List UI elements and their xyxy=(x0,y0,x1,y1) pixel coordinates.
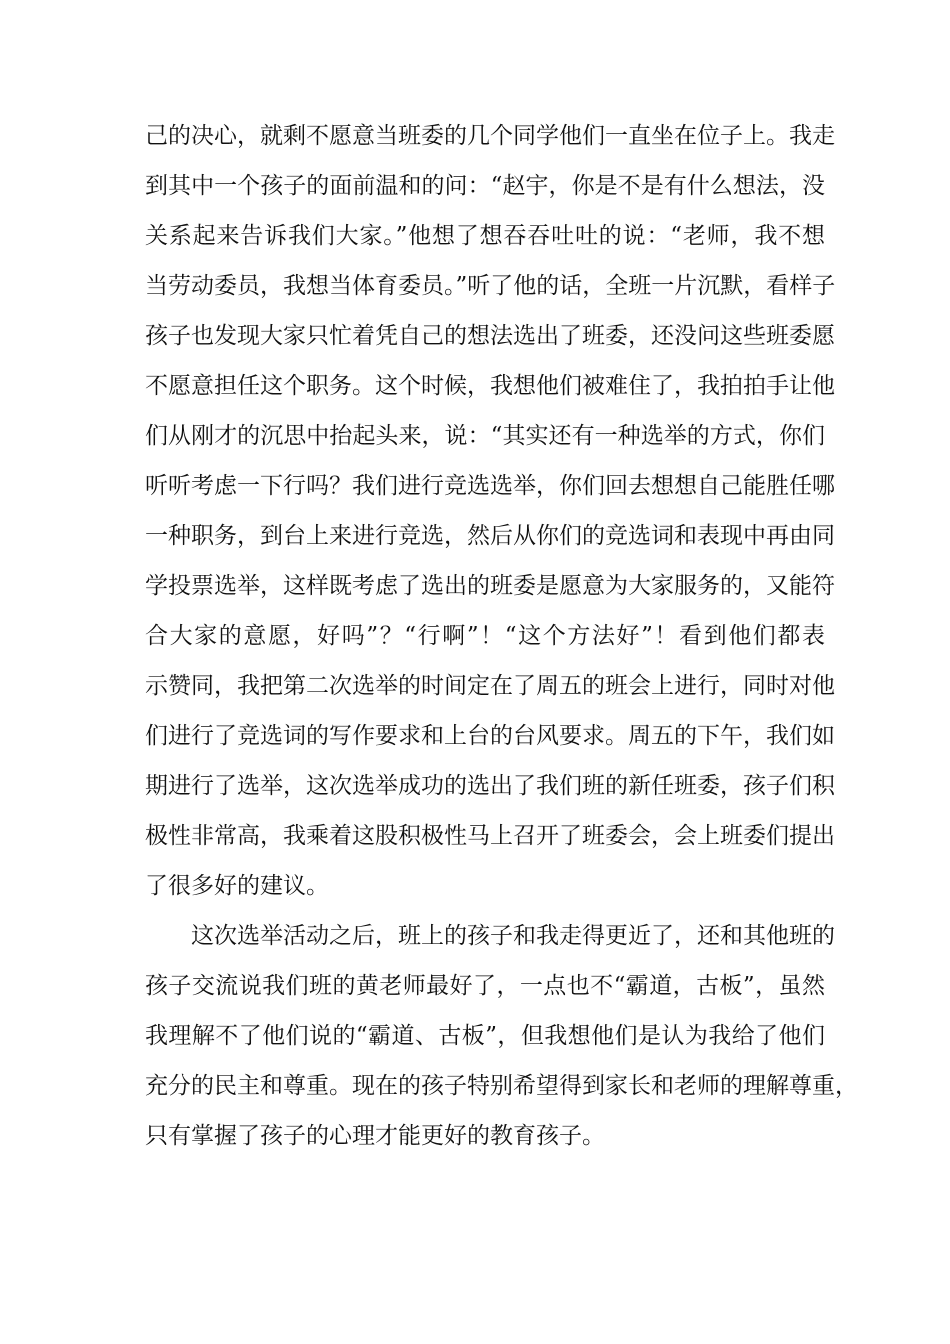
text-line: 们从刚才的沉思中抬起头来，说：“其实还有一种选举的方式，你们 xyxy=(145,423,825,449)
text-line: 充分的民主和尊重。现在的孩子特别希望得到家长和老师的理解尊重， xyxy=(145,1073,858,1099)
text-line: 孩子交流说我们班的黄老师最好了，一点也不“霸道，古板”，虽然 xyxy=(145,973,825,999)
text-line: 学投票选举，这样既考虑了选出的班委是愿意为大家服务的，又能符 xyxy=(145,573,835,599)
text-line: 我理解不了他们说的“霸道、古板”，但我想他们是认为我给了他们 xyxy=(145,1023,825,1049)
text-line: 己的决心，就剩不愿意当班委的几个同学他们一直坐在位子上。我走 xyxy=(145,123,835,149)
text-line: 听听考虑一下行吗？我们进行竞选选举，你们回去想想自己能胜任哪 xyxy=(145,473,835,499)
text-line: 极性非常高，我乘着这股积极性马上召开了班委会，会上班委们提出 xyxy=(145,823,835,849)
text-line: 只有掌握了孩子的心理才能更好的教育孩子。 xyxy=(145,1123,605,1149)
text-line: 关系起来告诉我们大家。”他想了想吞吞吐吐的说：“老师，我不想 xyxy=(145,223,825,249)
text-line: 不愿意担任这个职务。这个时候，我想他们被难住了，我拍拍手让他 xyxy=(145,373,835,399)
text-line: 孩子也发现大家只忙着凭自己的想法选出了班委，还没问这些班委愿 xyxy=(145,323,835,349)
text-line: 当劳动委员，我想当体育委员。”听了他的话，全班一片沉默，看样子 xyxy=(145,273,836,299)
text-line: 这次选举活动之后，班上的孩子和我走得更近了，还和其他班的 xyxy=(191,923,835,949)
text-line: 合大家的意愿，好吗”？“行啊”！“这个方法好”！看到他们都表 xyxy=(145,623,825,649)
text-line: 到其中一个孩子的面前温和的问：“赵宇，你是不是有什么想法，没 xyxy=(145,173,825,199)
text-line: 了很多好的建议。 xyxy=(145,873,329,899)
text-line: 期进行了选举，这次选举成功的选出了我们班的新任班委，孩子们积 xyxy=(145,773,835,799)
text-line: 示赞同，我把第二次选举的时间定在了周五的班会上进行，同时对他 xyxy=(145,673,835,699)
text-line: 一种职务，到台上来进行竞选，然后从你们的竞选词和表现中再由同 xyxy=(145,523,835,549)
text-line: 们进行了竞选词的写作要求和上台的台风要求。周五的下午，我们如 xyxy=(145,723,835,749)
